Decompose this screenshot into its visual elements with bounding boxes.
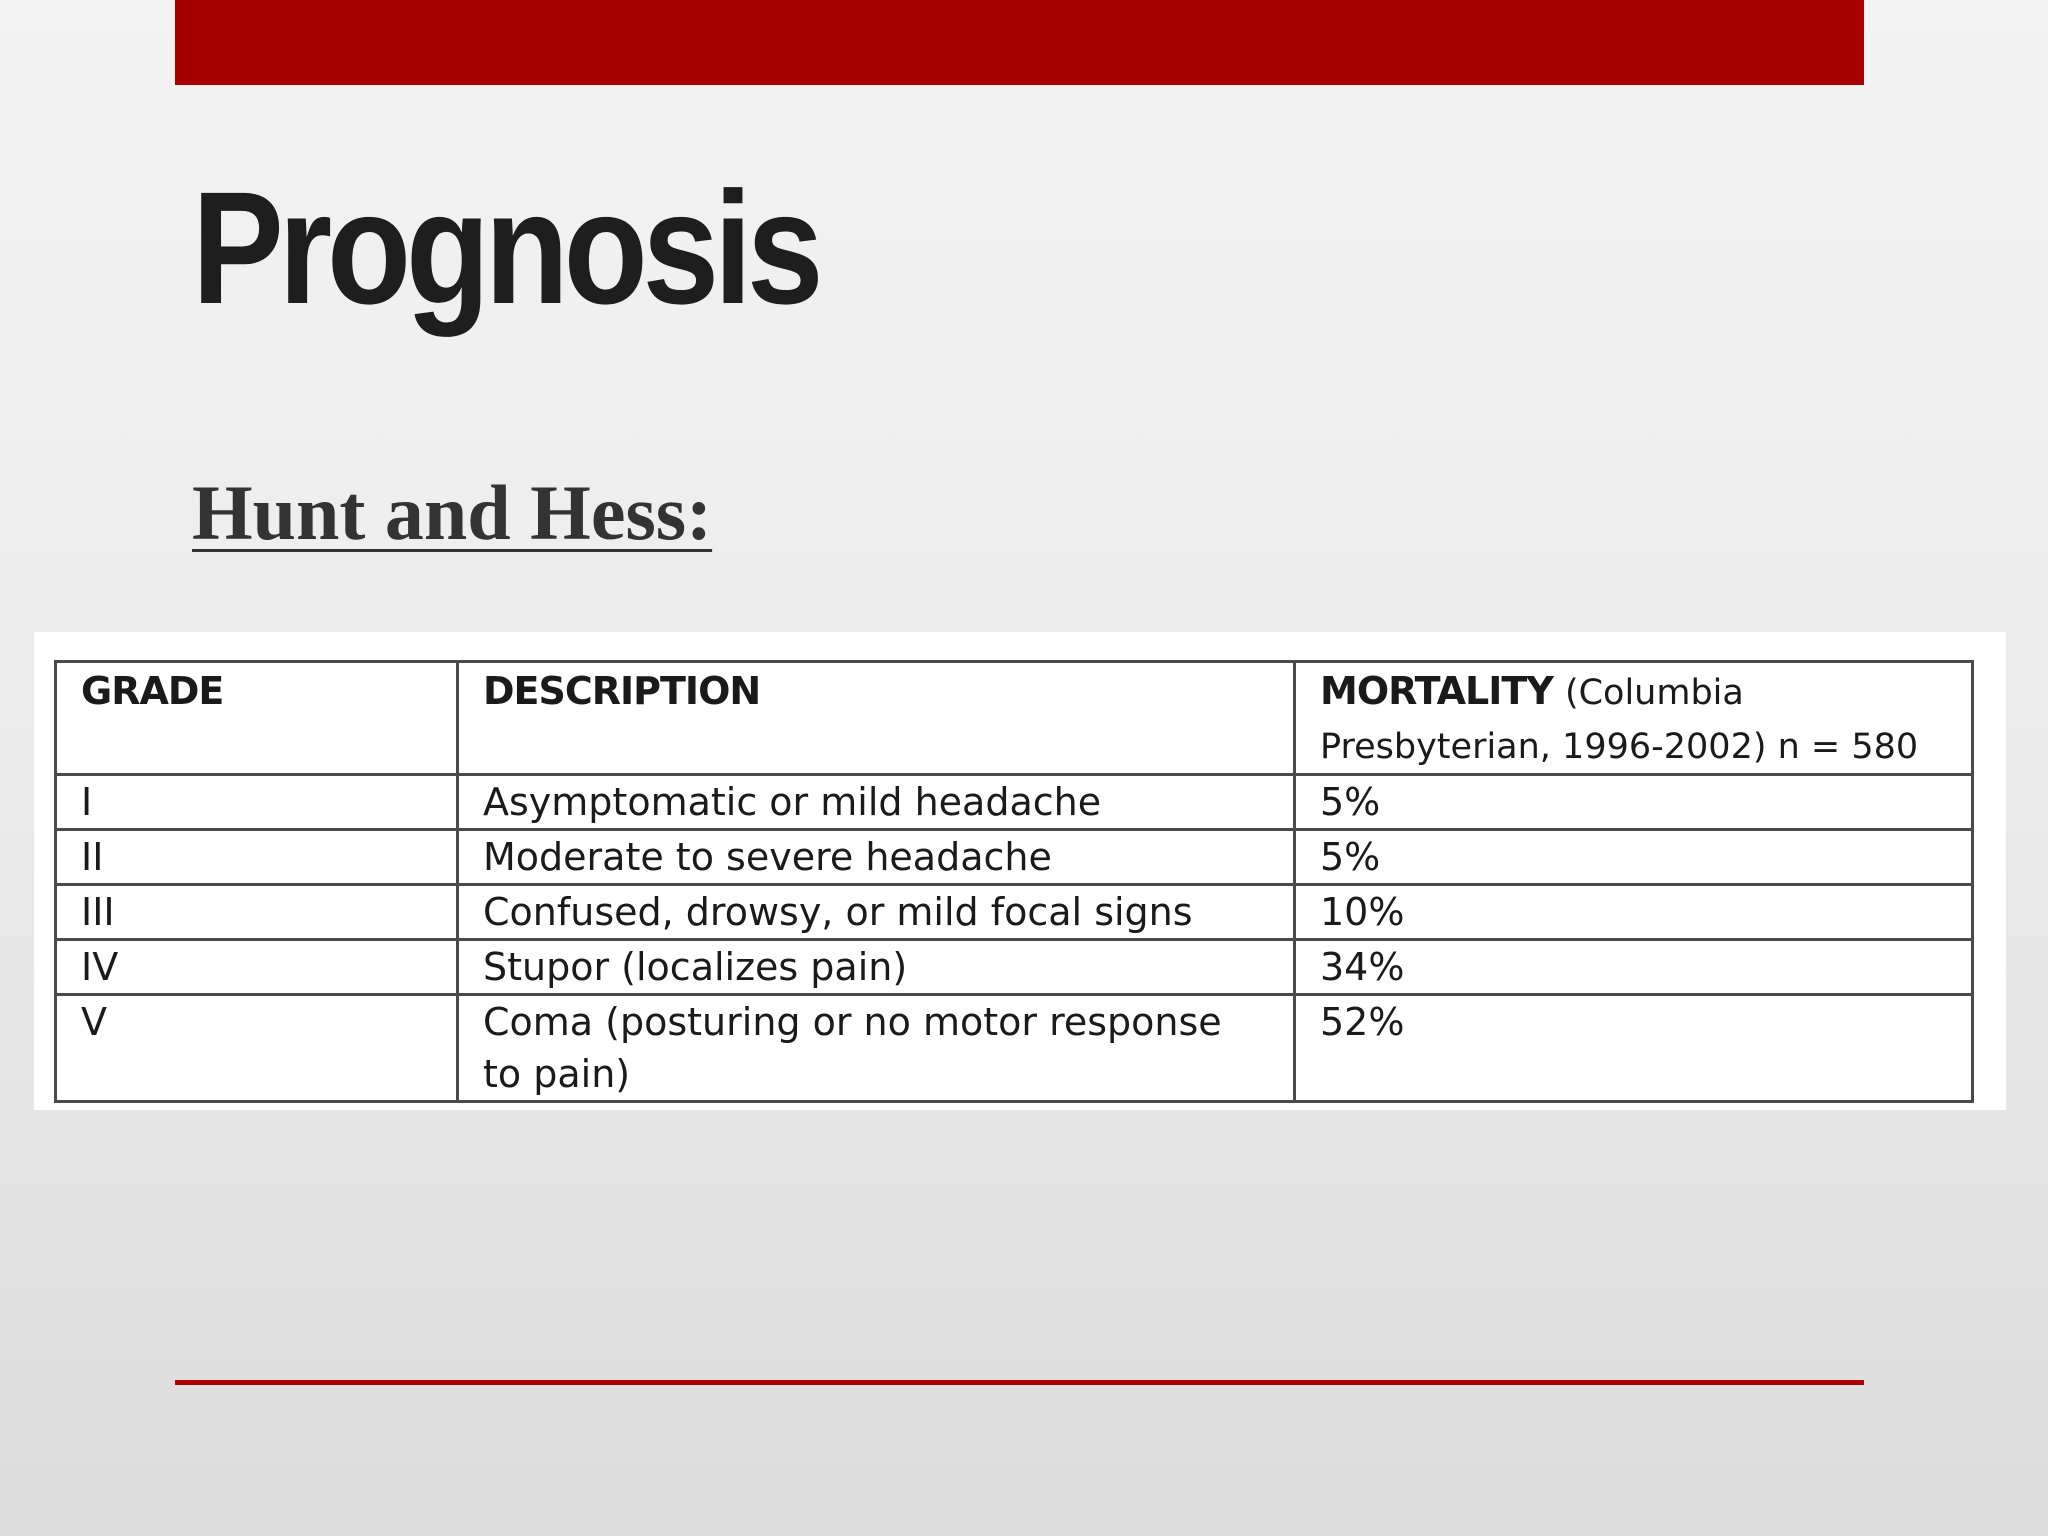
header-mortality-label: MORTALITY [1320,669,1553,713]
mortality-cell: 10% [1295,885,1973,940]
grade-cell: II [56,830,458,885]
description-cell: Confused, drowsy, or mild focal signs [458,885,1295,940]
mortality-cell: 5% [1295,775,1973,830]
table-row [56,940,1973,995]
description-cell: Stupor (localizes pain) [458,940,1295,995]
mortality-cell: 5% [1295,830,1973,885]
table-row [56,830,1973,885]
description-cell: Asymptomatic or mild headache [458,775,1295,830]
header-mortality-note: (Columbia Presbyterian, 1996-2002) n = 580 [1320,673,1919,767]
hunt-hess-table [54,660,1974,1103]
header-grade: GRADE [56,662,458,775]
grade-cell: III [56,885,458,940]
mortality-cell: 34% [1295,940,1973,995]
table-header-row [56,662,1973,775]
description-cell: Coma (posturing or no motor response to pain) [458,995,1295,1102]
mortality-cell: 52% [1295,995,1973,1102]
slide-title: Prognosis [192,158,819,337]
table-panel [34,632,2006,1110]
header-description: DESCRIPTION [458,662,1295,775]
description-cell: Moderate to severe headache [458,830,1295,885]
slide-subtitle: Hunt and Hess: [192,469,713,556]
header-mortality [1295,662,1973,775]
top-accent-bar [175,0,1864,85]
table-row [56,885,1973,940]
table-row [56,995,1973,1102]
grade-cell: IV [56,940,458,995]
grade-cell: V [56,995,458,1102]
table-row [56,775,1973,830]
grade-cell: I [56,775,458,830]
bottom-accent-rule [175,1380,1864,1385]
